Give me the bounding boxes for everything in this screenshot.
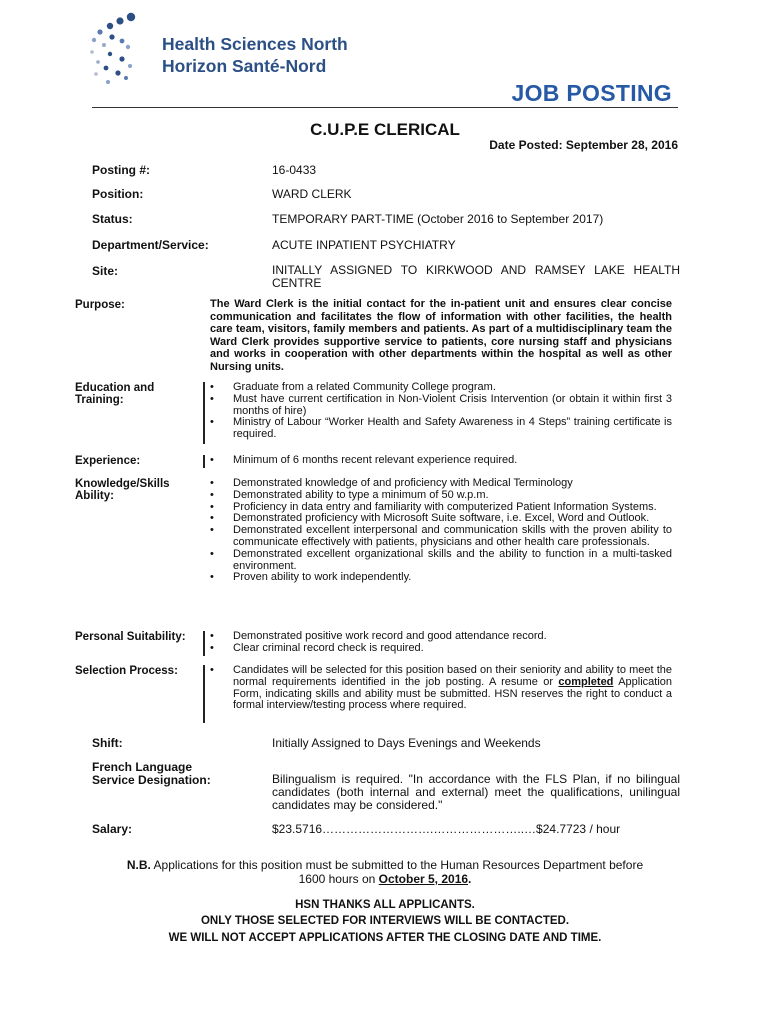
department-label: Department/Service: xyxy=(92,238,209,252)
knowledge-list xyxy=(210,478,672,584)
experience-label: Experience: xyxy=(75,455,141,467)
status-label: Status: xyxy=(92,212,133,226)
french-label-line2: Service Designation: xyxy=(92,773,211,787)
list-item: • Minimum of 6 months recent relevant experience required. xyxy=(210,455,672,467)
nb-line2-after: . xyxy=(468,872,472,886)
site-value: INITALLY ASSIGNED TO KIRKWOOD AND RAMSEY LAKE HEALTH CENTRE xyxy=(272,263,680,290)
posting-number-value: 16-0433 xyxy=(272,163,317,177)
list-item: • Demonstrated ability to type a minimum of 50 w.p.m. xyxy=(210,490,672,502)
org-name-fr: Horizon Santé-Nord xyxy=(162,56,327,76)
contact-line: ONLY THOSE SELECTED FOR INTERVIEWS WILL BE CONTACTED. xyxy=(200,915,570,927)
selection-label: Selection Process: xyxy=(75,665,178,677)
posting-title: C.U.P.E CLERICAL xyxy=(310,120,460,139)
section-bar xyxy=(203,665,205,723)
list-item: • Proficiency in data entry and familiarity with computerized Patient Information Systems. xyxy=(210,502,672,514)
nb-line2-before: 1600 hours on xyxy=(298,872,379,886)
purpose-text: The Ward Clerk is the initial contact for the in-patient unit and ensures clear concise communication and facilitates the flow of information with other facilities, the health care team, visitors, family members and patients. As part of a multidisciplinary team the Ward Clerk provides supportive service to patients, core nursing staff and physicians and works in cooperation with other departments within the hospital as well as other Nursing units. xyxy=(210,298,672,373)
selection-list xyxy=(210,665,672,712)
purpose-label: Purpose: xyxy=(75,299,125,311)
job-posting-heading: JOB POSTING xyxy=(511,80,672,106)
list-item xyxy=(210,665,672,712)
nb-deadline: October 5, 2016 xyxy=(378,872,469,886)
posting-number-label: Posting #: xyxy=(92,163,151,177)
position-label: Position: xyxy=(92,187,144,201)
shift-label: Shift: xyxy=(92,736,123,750)
selection-text-before: Candidates will be selected for this position based on their seniority and ability to meet the normal requirements identified in the job posting. A resume or xyxy=(233,664,672,688)
nb-label: N.B. xyxy=(126,858,151,872)
list-item: • Demonstrated positive work record and good attendance record. xyxy=(210,631,672,643)
french-value: Bilingualism is required. "In accordance with the FLS Plan, if no bilingual candidates (both internal and external) meet the qualifications, unilingual candidates may be considered." xyxy=(272,772,680,812)
hsn-logo-mark xyxy=(82,10,142,90)
salary-label: Salary: xyxy=(92,822,133,836)
list-item: • Ministry of Labour “Worker Health and Safety Awareness in 4 Steps” training certificate is required. xyxy=(210,417,672,441)
site-label: Site: xyxy=(92,264,119,278)
education-label: Education and Training: xyxy=(75,382,155,406)
thanks-line: HSN THANKS ALL APPLICANTS. xyxy=(295,899,475,911)
department-value: ACUTE INPATIENT PSYCHIATRY xyxy=(272,238,456,252)
status-value: TEMPORARY PART-TIME (October 2016 to September 2017) xyxy=(272,212,604,226)
list-item: • Clear criminal record check is required. xyxy=(210,643,672,655)
selection-underlined: completed xyxy=(558,675,614,688)
section-bar xyxy=(203,455,205,468)
experience-list xyxy=(210,455,672,467)
closing-line: WE WILL NOT ACCEPT APPLICATIONS AFTER THE CLOSING DATE AND TIME. xyxy=(168,932,602,944)
header-divider xyxy=(92,107,678,108)
selection-text-after: Application Form, indicating skills and ability must be submitted. HSN reserves the right to conduct a formal interview/testing process where required. xyxy=(233,675,673,712)
list-item: • Proven ability to work independently. xyxy=(210,572,672,584)
position-value: WARD CLERK xyxy=(272,187,352,201)
date-posted: Date Posted: September 28, 2016 xyxy=(489,138,678,152)
shift-value: Initially Assigned to Days Evenings and Weekends xyxy=(272,736,541,750)
knowledge-label: Knowledge/Skills Ability: xyxy=(75,478,170,502)
french-label-line1: French Language xyxy=(92,760,193,774)
section-bar xyxy=(203,631,205,656)
salary-value: $23.5716……………………….…………………..…$24.7723 / hour xyxy=(272,822,621,836)
nb-line2 xyxy=(0,872,770,886)
suitability-label: Personal Suitability: xyxy=(75,631,186,643)
list-item: • Demonstrated knowledge of and proficiency with Medical Terminology xyxy=(210,478,672,490)
section-bar xyxy=(203,382,205,444)
list-item: • Graduate from a related Community College program. xyxy=(210,382,672,394)
list-item: • Demonstrated excellent organizational skills and the ability to function in a multi-tasked environment. xyxy=(210,549,672,573)
list-item: • Demonstrated proficiency with Microsoft Suite software, i.e. Excel, Word and Outlook. xyxy=(210,513,672,525)
list-item: • Demonstrated excellent interpersonal and communication skills with the proven ability to communicate effectively with patients, physicians and other health care professionals. xyxy=(210,525,672,549)
org-name-en: Health Sciences North xyxy=(162,34,348,54)
nb-line1 xyxy=(0,858,770,872)
nb-text: Applications for this position must be submitted to the Human Resources Department before xyxy=(150,858,644,872)
list-item: • Must have current certification in Non-Violent Crisis Intervention (or obtain it within first 3 months of hire) xyxy=(210,394,672,418)
org-name xyxy=(162,33,348,77)
education-list xyxy=(210,382,672,441)
suitability-list xyxy=(210,631,672,655)
